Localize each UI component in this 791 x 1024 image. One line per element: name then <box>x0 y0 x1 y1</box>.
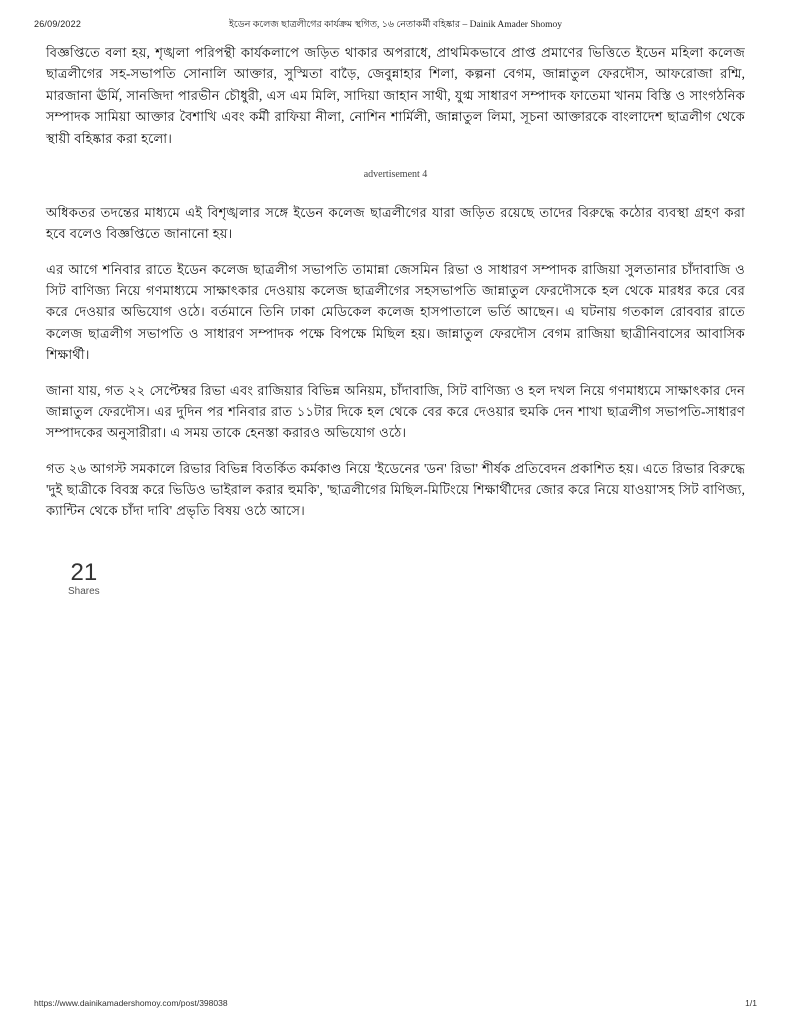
article-paragraph: বিজ্ঞপ্তিতে বলা হয়, শৃঙ্খলা পরিপন্থী কার্যকলাপে জড়িত থাকার অপরাধে, প্রাথমিকভাবে প্রাপ্ত প্রমাণের ভিত্তিতে ইডেন মহিলা কলেজ ছাত্রলীগের সহ-সভাপতি সোনালি আক্তার, সুস্মিতা বাড়ৈ, জেবুন্নাহার শিলা, কল্পনা বেগম, জান্নাতুল ফেরদৌস, আফরোজা রশ্মি, মারজানা ঊর্মি, সানজিদা পারভীন চৌধুরী, এস এম মিলি, সাদিয়া জাহান সাথী, যুগ্ম সাধারণ সম্পাদক ফাতেমা খানম বিস্তি ও সাংগঠনিক সম্পাদক সামিয়া আক্তার বৈশাখি এবং কর্মী রাফিয়া নীলা, নোশিন শার্মিলী, জান্নাতুল লিমা, সূচনা আক্তারকে বাংলাদেশ ছাত্রলীগ থেকে স্থায়ী বহিষ্কার করা হলো। <box>46 45 745 146</box>
article-paragraph: জানা যায়, গত ২২ সেপ্টেম্বর রিভা এবং রাজিয়ার বিভিন্ন অনিয়ম, চাঁদাবাজি, সিট বাণিজ্য ও হল দখল নিয়ে গণমাধ্যমে সাক্ষাৎকার দেন জান্নাতুল ফেরদৌস। এর দুদিন পর শনিবার রাত ১১টার দিকে হল থেকে বের করে দেওয়ার হুমকি দেন শাখা ছাত্রলীগ সভাপতি-সাধারণ সম্পাদকের অনুসারীরা। এ সময় তাকে হেনস্তা করারও অভিযোগ ওঠে। <box>46 382 745 441</box>
footer-source-url[interactable]: https://www.dainikamadershomoy.com/post/398038 <box>34 998 228 1008</box>
article-paragraph: গত ২৬ আগস্ট সমকালে রিভার বিভিন্ন বিতর্কিত কর্মকাণ্ড নিয়ে 'ইডেনের 'ডন' রিভা' শীর্ষক প্রতিবেদন প্রকাশিত হয়। এতে রিভার বিরুদ্ধে 'দুই ছাত্রীকে বিবস্ত্র করে ভিডিও ভাইরাল করার হুমকি', 'ছাত্রলীগের মিছিল-মিটিংয়ে শিক্ষার্থীদের জোর করে নিয়ে যাওয়া'সহ সিট বাণিজ্য, ক্যান্টিন থেকে চাঁদা দাবি' প্রভৃতি বিষয় ওঠে আসে। <box>46 460 745 519</box>
share-count: 21 <box>70 558 98 586</box>
header-date: 26/09/2022 <box>34 19 82 29</box>
page-header <box>34 18 757 32</box>
share-label: Shares <box>68 585 100 597</box>
page-footer <box>34 998 757 1008</box>
share-counter <box>68 560 100 597</box>
header-title: ইডেন কলেজ ছাত্রলীগের কার্যক্রম স্থগিত, ১৬ নেতাকর্মী বহিষ্কার – Dainik Amader Shomoy <box>228 20 563 30</box>
article-paragraph: অধিকতর তদন্তের মাধ্যমে এই বিশৃঙ্খলার সঙ্গে ইডেন কলেজ ছাত্রলীগের যারা জড়িত রয়েছে তাদের বিরুদ্ধে কঠোর ব্যবস্থা গ্রহণ করা হবে বলেও বিজ্ঞপ্তিতে জানানো হয়। <box>46 204 745 242</box>
article-body <box>34 42 757 599</box>
article-paragraph: এর আগে শনিবার রাতে ইডেন কলেজ ছাত্রলীগ সভাপতি তামান্না জেসমিন রিভা ও সাধারণ সম্পাদক রাজিয়া সুলতানার চাঁদাবাজি ও সিট বাণিজ্য নিয়ে গণমাধ্যমে সাক্ষাৎকার দেওয়ায় কলেজ ছাত্রলীগের সহসভাপতি জান্নাতুল ফেরদৌসকে হল থেকে মারধর করে বের করে দেওয়ার অভিযোগ ওঠে। বর্তমানে তিনি ঢাকা মেডিকেল কলেজ হাসপাতালে ভর্তি আছেন। এ ঘটনায় গতকাল রোববার রাতে কলেজ ছাত্রলীগ সভাপতি ও সাধারণ সম্পাদক পক্ষে বিপক্ষে মিছিল হয়। জান্নাতুল ফেরদৌস বেগম রাজিয়া ছাত্রীনিবাসের আবাসিক শিক্ষার্থী। <box>46 261 745 363</box>
advertisement-slot: advertisement 4 <box>363 168 428 180</box>
footer-page-number: 1/1 <box>745 998 757 1008</box>
